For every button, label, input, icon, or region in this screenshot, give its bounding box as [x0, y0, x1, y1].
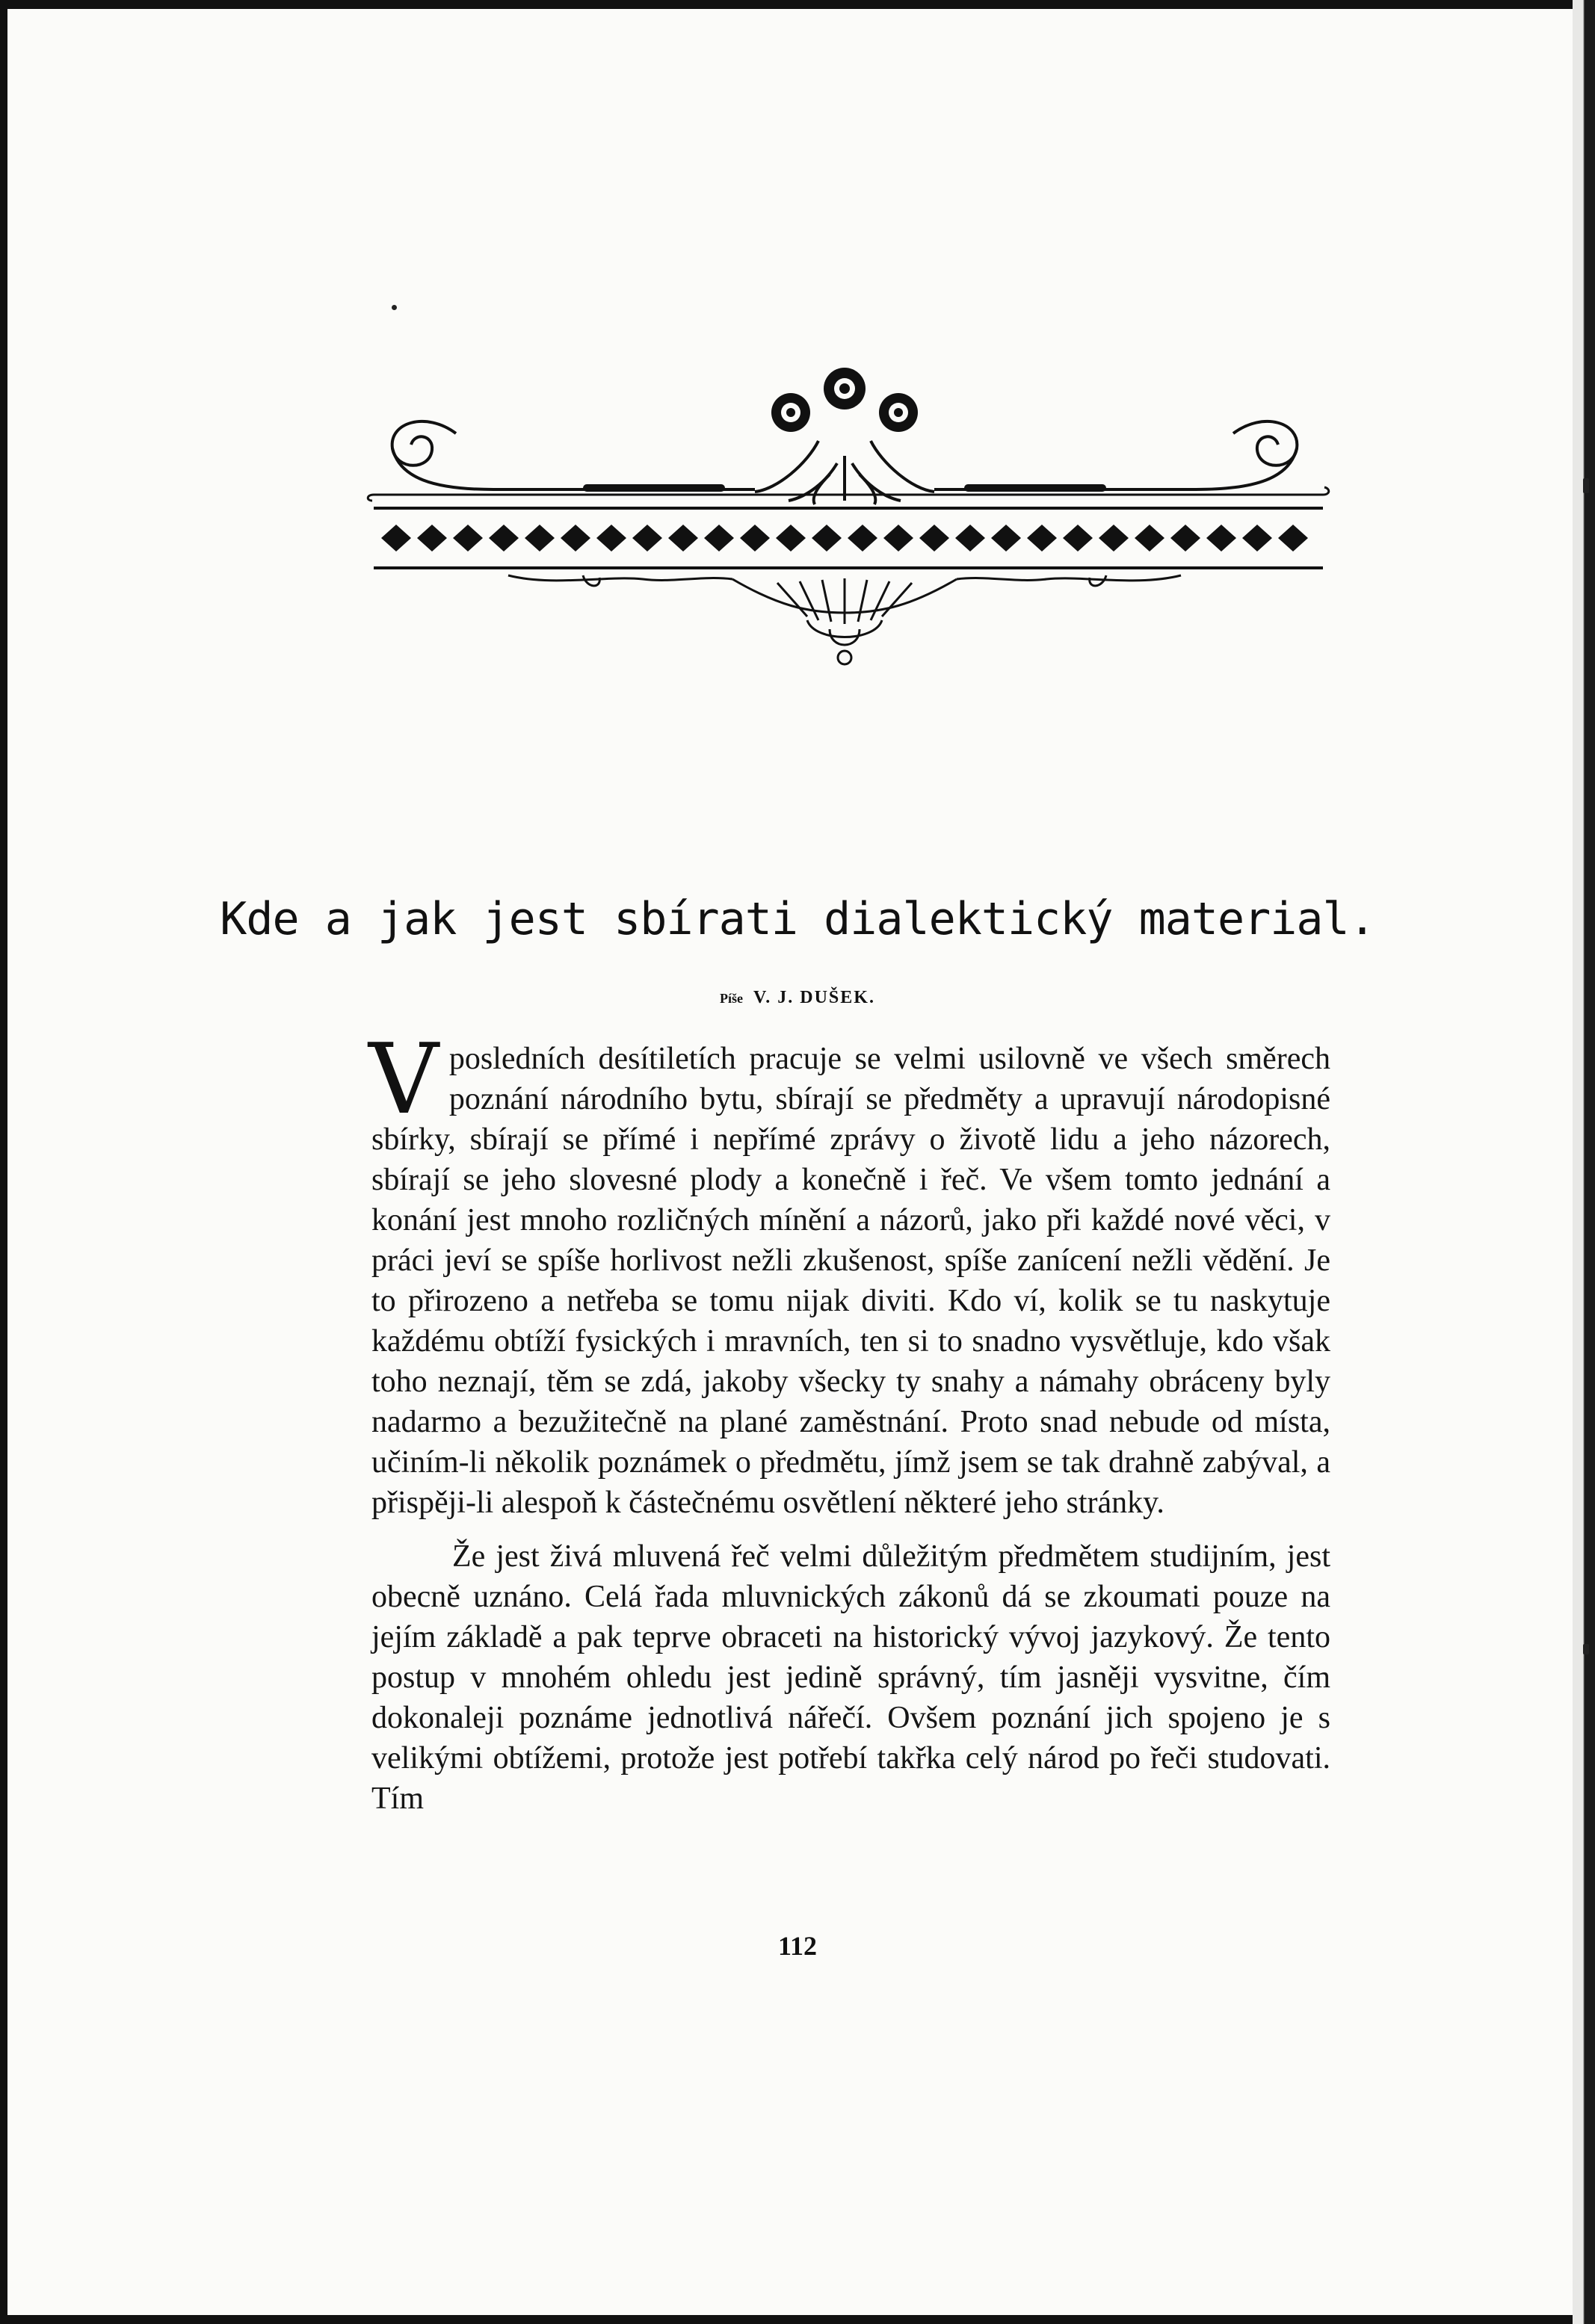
- article-body: [368, 1022, 1330, 1819]
- scan-edge-right: [1573, 0, 1595, 2324]
- author-byline: [0, 988, 1595, 1008]
- decorative-headpiece-ornament: [359, 351, 1330, 680]
- author-name: V. J. DUŠEK.: [753, 988, 875, 1007]
- scan-edge-top: [0, 0, 1595, 9]
- paragraph-text: Že jest živá mluvená řeč velmi důležitým předmětem studijním, jest obecně uznáno. Celá řada mluvnických zákonů dá se zkoumati pouze na jejím základě a pak teprve obraceti na historický vývoj jazykový. Že tento postup v mnohém ohledu jest jedině správný, tím jasněji vysvitne, čím dokonaleji poznáme jednotlivá nářečí. Ovšem poznání jich spojeno je s velikými obtížemi, protože jest potřebí takřka celý národ po řeči studovati. Tím: [371, 1539, 1330, 1816]
- scan-edge-bottom: [0, 2315, 1595, 2324]
- article-title: Kde a jak jest sbírati dialektický material.: [220, 893, 1375, 945]
- paragraph: [368, 1022, 1330, 1523]
- scan-edge-left: [0, 0, 7, 2324]
- author-prefix: Píše: [720, 991, 744, 1006]
- scan-speck: [1583, 478, 1589, 493]
- drop-cap: V: [368, 1022, 439, 1136]
- scan-speck: [392, 305, 397, 310]
- scan-speck: [1583, 1644, 1589, 1654]
- paragraph: [371, 1536, 1330, 1819]
- page-number: 112: [777, 1931, 817, 1961]
- paragraph-text: posledních desítiletích pracuje se velmi usilovně ve všech směrech poznání národního bytu, sbírají se předměty a upravují národopisné sbírky, sbírají se přímé i nepřímé zprávy o životě lidu a jeho názorech, sbírají se jeho slovesné plody a konečně i řeč. Ve všem tomto jednání a konání jest mnoho rozličných mínění a názorů, jako při každé nové věci, v práci jeví se spíše horlivost nežli zkušenost, spíše zanícení nežli vědění. Je to přirozeno a netřeba se tomu nijak diviti. Kdo ví, kolik se tu naskytuje každému obtíží fysických i mravních, ten si to snadno vysvětluje, kdo však toho neznají, těm se zdá, jakoby všecky ty snahy a námahy obráceny byly nadarmo a bezužitečně na plané zaměstnání. Proto snad nebude od místa, učiním-li několik poznámek o předmětu, jímž jsem se tak drahně zabýval, a přispěji-li alespoň k částečnému osvětlení některé jeho stránky.: [371, 1042, 1330, 1520]
